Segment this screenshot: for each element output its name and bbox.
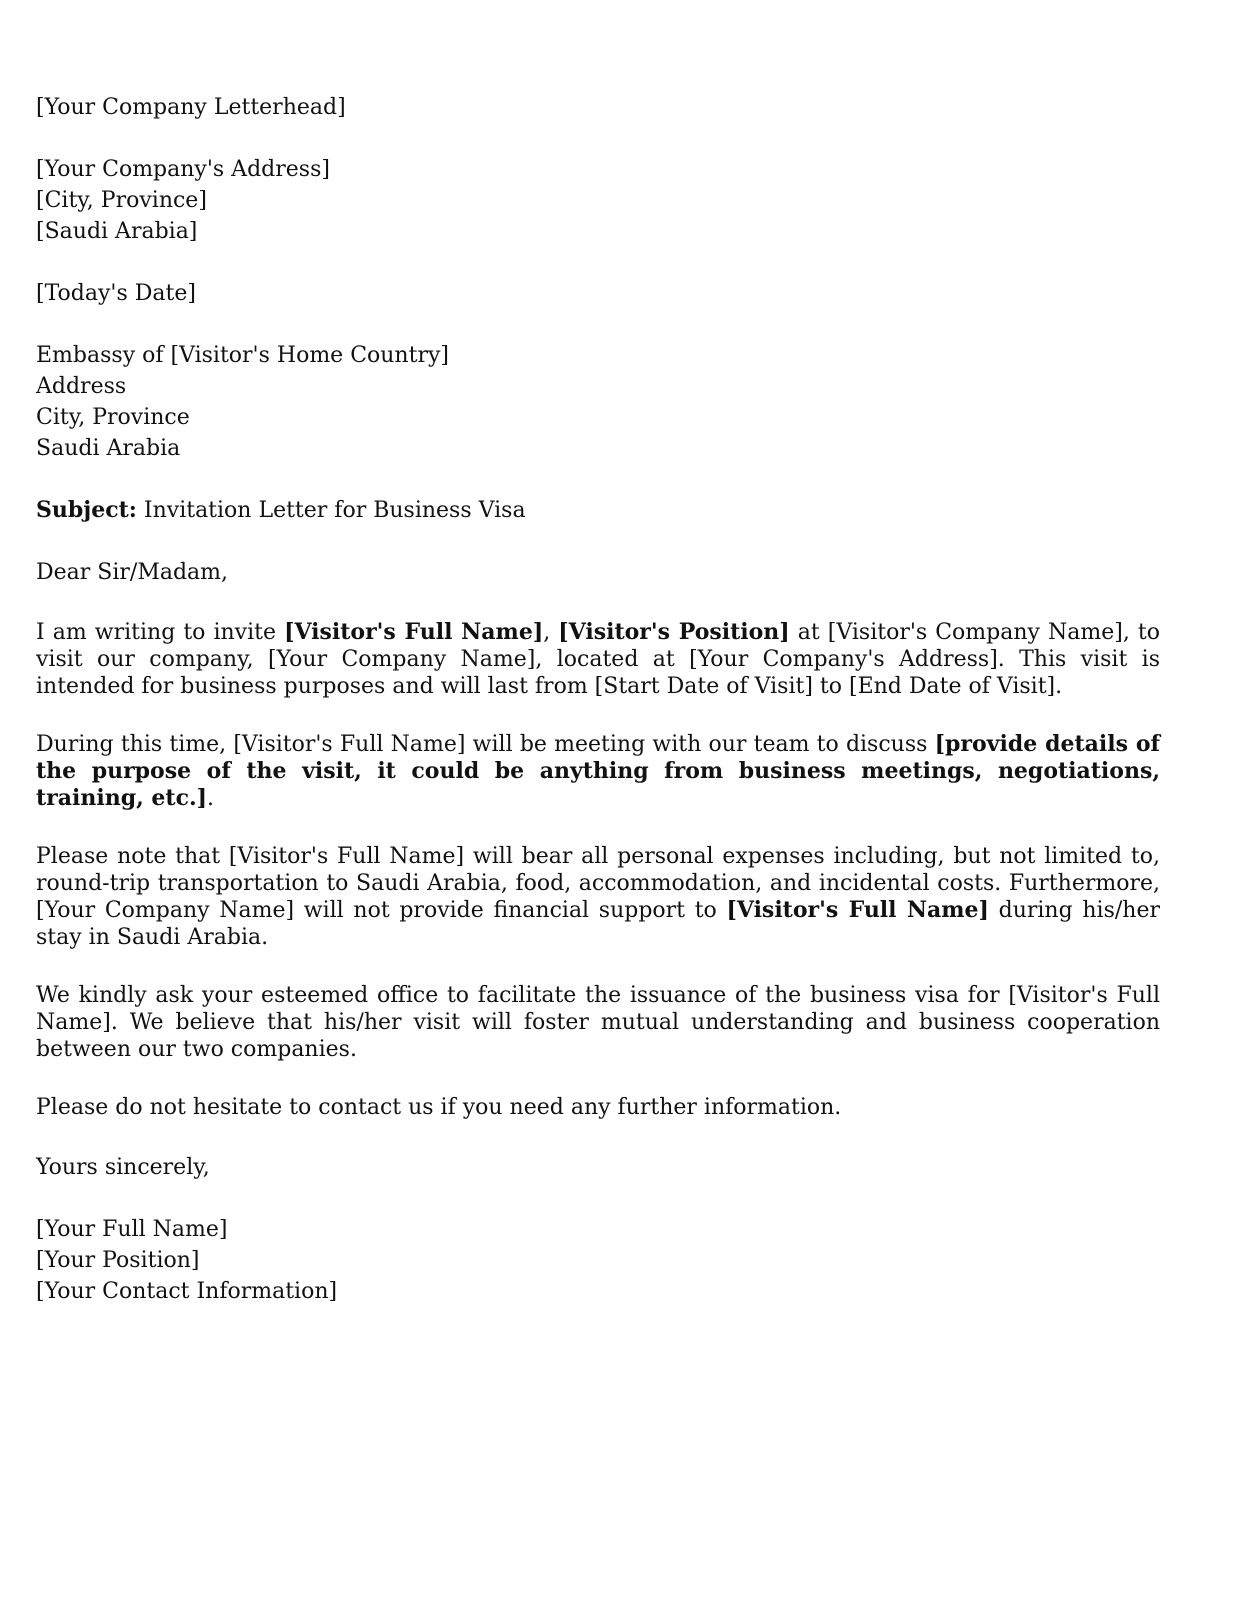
paragraph-invitation bbox=[36, 619, 1160, 700]
salutation: Dear Sir/Madam, bbox=[36, 560, 229, 585]
sender-address-line: [Your Company's Address] bbox=[36, 157, 330, 182]
paragraph-text: Please note that [Visitor's Full Name] will bear all personal expenses including, but not limited to, round-trip transportation to Saudi Arabia, food, accommodation, and incidental costs. Furthermore, [Your Company Name] will not provide financial support to bbox=[36, 844, 1160, 923]
letter-page bbox=[36, 92, 1160, 1307]
signer-position: [Your Position] bbox=[36, 1248, 200, 1273]
signer-contact: [Your Contact Information] bbox=[36, 1279, 338, 1304]
visitor-name-emphasis: [Visitor's Full Name] bbox=[284, 619, 544, 645]
paragraph-text: . bbox=[207, 786, 215, 811]
letterhead: [Your Company Letterhead] bbox=[36, 95, 346, 120]
closing: Yours sincerely, bbox=[36, 1155, 210, 1180]
recipient-country-line: Saudi Arabia bbox=[36, 436, 181, 461]
recipient-city-line: City, Province bbox=[36, 405, 190, 430]
paragraph-text: at [Visitor's Company Name], to visit our company, [Your Company Name], located at [Your Company's Address]. This visit is intended for business purposes and will last from [Start Date of Visit] to [End Date of Visit]. bbox=[36, 620, 1160, 699]
recipient-name-line: Embassy of [Visitor's Home Country] bbox=[36, 343, 449, 368]
paragraph-text: I am writing to invite bbox=[36, 620, 285, 645]
recipient-address-line: Address bbox=[36, 374, 127, 399]
subject-label: Subject: bbox=[36, 497, 137, 523]
visitor-position-emphasis: [Visitor's Position] bbox=[558, 619, 790, 645]
sender-address bbox=[36, 154, 1160, 247]
paragraph-text: , bbox=[543, 620, 559, 645]
sender-country-line: [Saudi Arabia] bbox=[36, 219, 198, 244]
paragraph-text: during his/her stay in Saudi Arabia. bbox=[36, 898, 1160, 950]
sender-city-line: [City, Province] bbox=[36, 188, 207, 213]
paragraph-request: We kindly ask your esteemed office to facilitate the issuance of the business visa for [Visitor's Full Name]. We believe that his/her visit will foster mutual understanding and business cooperation between our two companies. bbox=[36, 983, 1160, 1062]
visitor-name-emphasis: [Visitor's Full Name] bbox=[726, 897, 989, 923]
signer-name: [Your Full Name] bbox=[36, 1217, 228, 1242]
paragraph-contact: Please do not hesitate to contact us if you need any further information. bbox=[36, 1095, 842, 1120]
purpose-emphasis: [provide details of the purpose of the visit, it could be anything from business meetings, negotiations, training, etc.] bbox=[36, 731, 1161, 811]
paragraph-expenses bbox=[36, 843, 1160, 951]
subject-text: Invitation Letter for Business Visa bbox=[136, 498, 526, 523]
paragraph-purpose bbox=[36, 731, 1160, 812]
subject-line bbox=[36, 495, 1160, 526]
signature-block bbox=[36, 1214, 1160, 1307]
recipient-address bbox=[36, 340, 1160, 464]
letter-date: [Today's Date] bbox=[36, 281, 196, 306]
paragraph-text: During this time, [Visitor's Full Name] will be meeting with our team to discuss bbox=[36, 732, 935, 757]
